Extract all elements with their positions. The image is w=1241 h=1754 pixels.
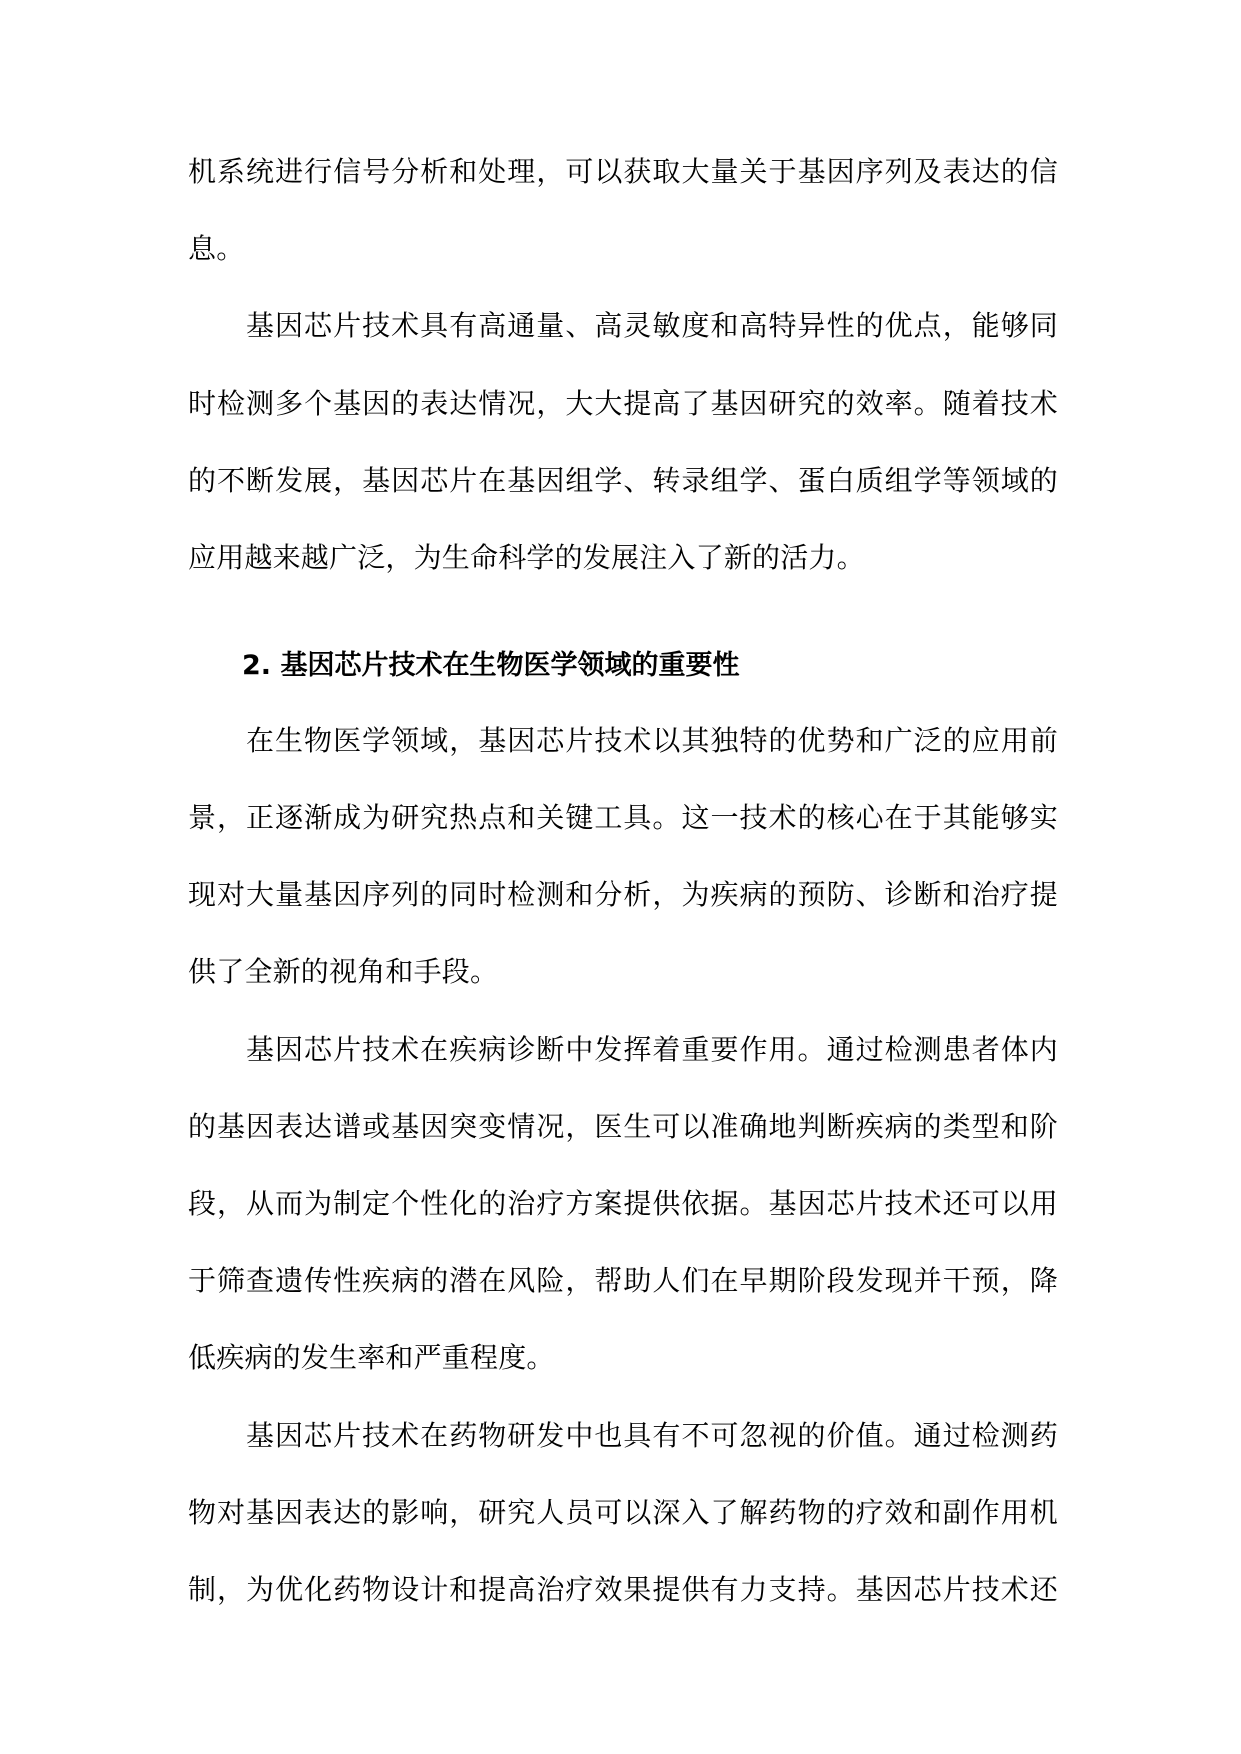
paragraph-line: 应用越来越广泛，为生命科学的发展注入了新的活力。 — [188, 541, 865, 574]
paragraph-line: 现对大量基因序列的同时检测和分析，为疾病的预防、诊断和治疗提 — [188, 878, 1058, 911]
paragraph-line: 基因芯片技术具有高通量、高灵敏度和高特异性的优点，能够同 — [246, 309, 1058, 342]
paragraph-line: 的不断发展，基因芯片在基因组学、转录组学、蛋白质组学等领域的 — [188, 464, 1058, 497]
paragraph-line: 基因芯片技术在疾病诊断中发挥着重要作用。通过检测患者体内 — [246, 1033, 1058, 1066]
paragraph-line: 段，从而为制定个性化的治疗方案提供依据。基因芯片技术还可以用 — [188, 1187, 1058, 1220]
section-heading: 2. 基因芯片技术在生物医学领域的重要性 — [242, 650, 740, 681]
paragraph-line: 基因芯片技术在药物研发中也具有不可忽视的价值。通过检测药 — [246, 1419, 1058, 1452]
paragraph-line: 在生物医学领域，基因芯片技术以其独特的优势和广泛的应用前 — [246, 724, 1058, 757]
paragraph-line: 机系统进行信号分析和处理，可以获取大量关于基因序列及表达的信 — [188, 155, 1058, 188]
paragraph-line: 的基因表达谱或基因突变情况，医生可以准确地判断疾病的类型和阶 — [188, 1110, 1058, 1143]
paragraph-line: 于筛查遗传性疾病的潜在风险，帮助人们在早期阶段发现并干预，降 — [188, 1264, 1058, 1297]
paragraph-line: 低疾病的发生率和严重程度。 — [188, 1341, 555, 1374]
paragraph-line: 息。 — [188, 232, 245, 265]
paragraph-line: 时检测多个基因的表达情况，大大提高了基因研究的效率。随着技术 — [188, 387, 1058, 420]
paragraph-line: 物对基因表达的影响，研究人员可以深入了解药物的疗效和副作用机 — [188, 1496, 1058, 1529]
paragraph-line: 供了全新的视角和手段。 — [188, 955, 499, 988]
paragraph-line: 制，为优化药物设计和提高治疗效果提供有力支持。基因芯片技术还 — [188, 1573, 1058, 1606]
paragraph-line: 景，正逐渐成为研究热点和关键工具。这一技术的核心在于其能够实 — [188, 801, 1058, 834]
